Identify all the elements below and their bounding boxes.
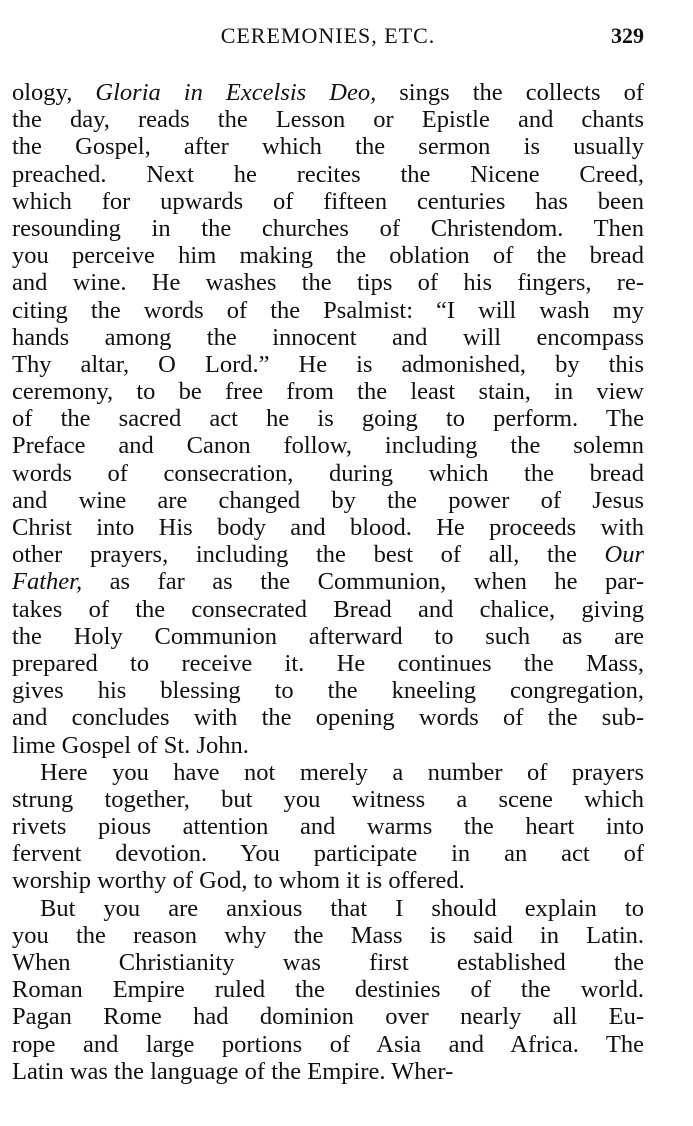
text-line: citing the words of the Psalmist: “I will wash my (12, 296, 644, 324)
text-line: gives his blessing to the kneeling congregation, (12, 677, 644, 705)
text-line: Here you have not merely a number of prayers (40, 758, 644, 786)
text-line: preached. Next he recites the Nicene Creed, (12, 160, 644, 188)
text-line: and wine are changed by the power of Jesus (12, 486, 644, 514)
text-line: ology, Gloria in Excelsis Deo, sings the collects of (12, 79, 644, 106)
text-line: the day, reads the Lesson or Epistle and chants (12, 106, 644, 134)
text-line: of the sacred act he is going to perform. The (12, 405, 644, 433)
text-line: strung together, but you witness a scene which (12, 785, 644, 813)
text-line: rivets pious attention and warms the heart into (12, 813, 644, 841)
text-line: fervent devotion. You participate in an act of (12, 840, 644, 868)
text-line: the Gospel, after which the sermon is usually (12, 133, 644, 161)
text-line: you the reason why the Mass is said in Latin. (12, 921, 644, 949)
text-line: the Holy Communion afterward to such as are (12, 622, 644, 650)
page-number: 329 (611, 23, 644, 48)
text-line: hands among the innocent and will encompass (12, 323, 644, 351)
text-line: Thy altar, O Lord.” He is admonished, by this (12, 350, 644, 378)
text-line: When Christianity was first established the (12, 949, 644, 976)
text-line: Roman Empire ruled the destinies of the world. (12, 976, 644, 1004)
text-line: you perceive him making the oblation of the bread (12, 242, 644, 270)
text-line: takes of the consecrated Bread and chalice, giving (12, 595, 644, 623)
text-line: worship worthy of God, to whom it is offered. (12, 867, 465, 895)
text-line: ceremony, to be free from the least stain, in view (12, 378, 644, 406)
text-line: But you are anxious that I should explain to (40, 894, 644, 922)
text-line: Latin was the language of the Empire. Wher- (12, 1057, 454, 1085)
page-header (12, 20, 644, 52)
text-line: and wine. He washes the tips of his fingers, re- (12, 269, 644, 297)
text-line: other prayers, including the best of all, the Our (12, 541, 644, 569)
running-head: CEREMONIES, ETC. (220, 23, 436, 48)
text-line: words of consecration, during which the bread (12, 459, 644, 487)
text-line: rope and large portions of Asia and Africa. The (12, 1030, 644, 1058)
text-line: which for upwards of fifteen centuries has been (12, 187, 644, 215)
text-line: Father, as far as the Communion, when he par- (12, 568, 644, 596)
text-line: Christ into His body and blood. He proceeds with (12, 514, 644, 541)
text-line: resounding in the churches of Christendom. Then (12, 214, 644, 242)
body-text (12, 79, 644, 1085)
text-line: lime Gospel of St. John. (12, 731, 249, 759)
text-line: Preface and Canon follow, including the solemn (12, 432, 644, 460)
text-line: and concludes with the opening words of the sub- (12, 704, 644, 732)
text-line: Pagan Rome had dominion over nearly all Eu- (12, 1003, 644, 1031)
text-line: prepared to receive it. He continues the Mass, (12, 649, 644, 677)
